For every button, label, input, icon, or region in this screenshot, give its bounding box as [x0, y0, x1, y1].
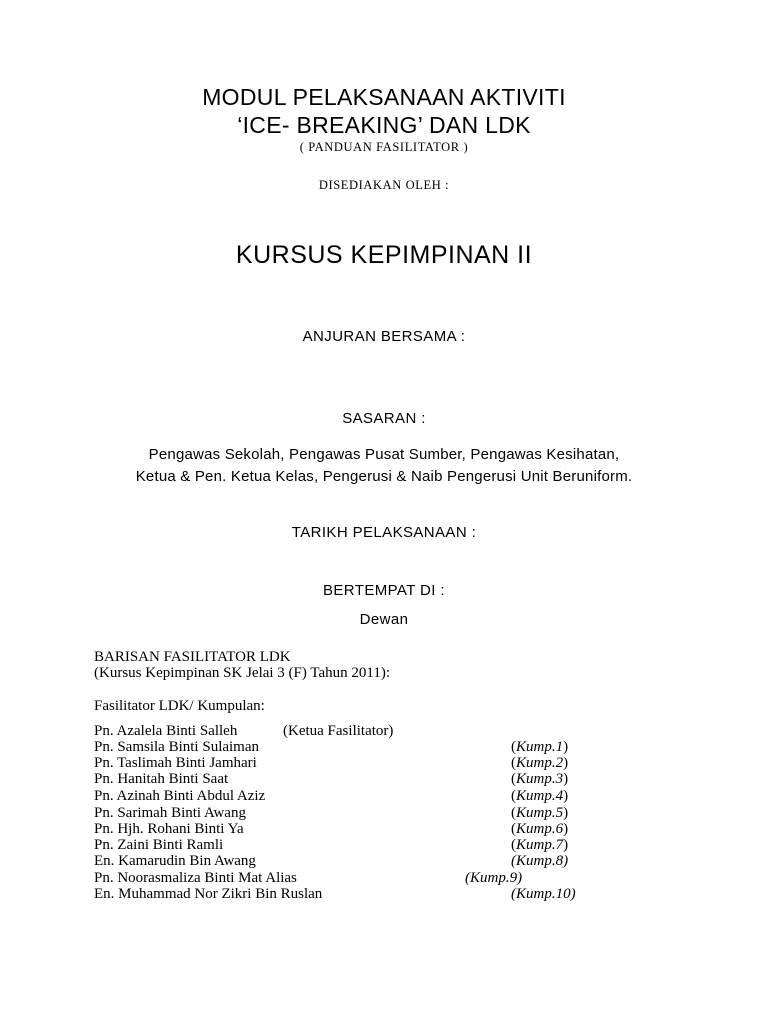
facilitator-name: Pn. Azalela Binti Salleh	[94, 723, 238, 739]
group-label: (Kump.9)	[465, 870, 523, 886]
group-label: (Kump.8)	[511, 853, 569, 869]
facilitator-name: Pn. Sarimah Binti Awang	[94, 805, 246, 821]
facilitator-name: Pn. Hanitah Binti Saat	[94, 771, 229, 787]
title-line-2: ‘ICE- BREAKING’ DAN LDK	[237, 112, 531, 138]
group-number: Kump.1	[516, 739, 564, 755]
course-name: KURSUS KEPIMPINAN II	[235, 241, 533, 269]
subtitle: ( PANDUAN FASILITATOR )	[299, 140, 469, 154]
group-number: Kump.6	[516, 821, 564, 837]
facilitator-leader-row	[94, 723, 394, 740]
list-item	[94, 788, 265, 805]
group-number: Kump.2	[516, 755, 564, 771]
facilitator-name: En. Kamarudin Bin Awang	[94, 853, 256, 869]
list-item	[94, 755, 257, 772]
facilitator-name: Pn. Noorasmaliza Binti Mat Alias	[94, 870, 297, 886]
facilitator-name: Pn. Hjh. Rohani Binti Ya	[94, 821, 244, 837]
list-item	[94, 771, 228, 788]
group-label: (Kump.7)	[511, 837, 569, 853]
facilitator-role: (Ketua Fasilitator)	[283, 723, 394, 739]
list-item	[94, 837, 223, 854]
group-number: Kump.4	[516, 788, 564, 804]
facilitator-name: Pn. Taslimah Binti Jamhari	[94, 755, 257, 771]
facilitator-name: En. Muhammad Nor Zikri Bin Ruslan	[94, 886, 323, 902]
group-label: (Kump.10)	[511, 886, 576, 902]
list-item	[94, 870, 297, 887]
group-label: (Kump.1)	[511, 739, 569, 755]
venue-value: Dewan	[359, 611, 409, 628]
group-label: (Kump.5)	[511, 805, 569, 821]
organizer-label: ANJURAN BERSAMA :	[302, 328, 466, 345]
facilitator-name: Pn. Azinah Binti Abdul Aziz	[94, 788, 266, 804]
facilitator-name: Pn. Zaini Binti Ramli	[94, 837, 224, 853]
list-item	[94, 739, 259, 756]
title-line-1: MODUL PELAKSANAAN AKTIVITI	[202, 84, 566, 110]
target-label: SASARAN :	[342, 410, 426, 427]
facilitator-name: Pn. Samsila Binti Sulaiman	[94, 739, 260, 755]
target-line-1: Pengawas Sekolah, Pengawas Pusat Sumber, Pengawas Kesihatan,	[148, 446, 620, 463]
group-number: Kump.7	[516, 837, 564, 853]
list-item	[94, 821, 244, 838]
group-label: (Kump.2)	[511, 755, 569, 771]
group-label: (Kump.3)	[511, 771, 569, 787]
list-item	[94, 886, 322, 903]
prepared-by-label: DISEDIAKAN OLEH :	[318, 178, 450, 192]
date-label: TARIKH PELAKSANAAN :	[291, 524, 477, 541]
facilitators-subheading: (Kursus Kepimpinan SK Jelai 3 (F) Tahun 2011):	[94, 665, 391, 681]
venue-label: BERTEMPAT DI :	[322, 582, 445, 599]
group-label: (Kump.4)	[511, 788, 569, 804]
group-number: Kump.5	[516, 805, 564, 821]
list-item	[94, 805, 246, 822]
facilitators-list-label: Fasilitator LDK/ Kumpulan:	[94, 698, 265, 714]
facilitators-heading: BARISAN FASILITATOR LDK	[94, 649, 291, 665]
group-label: (Kump.6)	[511, 821, 569, 837]
target-line-2: Ketua & Pen. Ketua Kelas, Pengerusi & Naib Pengerusi Unit Beruniform.	[135, 468, 633, 485]
group-number: Kump.3	[516, 771, 564, 787]
list-item	[94, 853, 256, 870]
